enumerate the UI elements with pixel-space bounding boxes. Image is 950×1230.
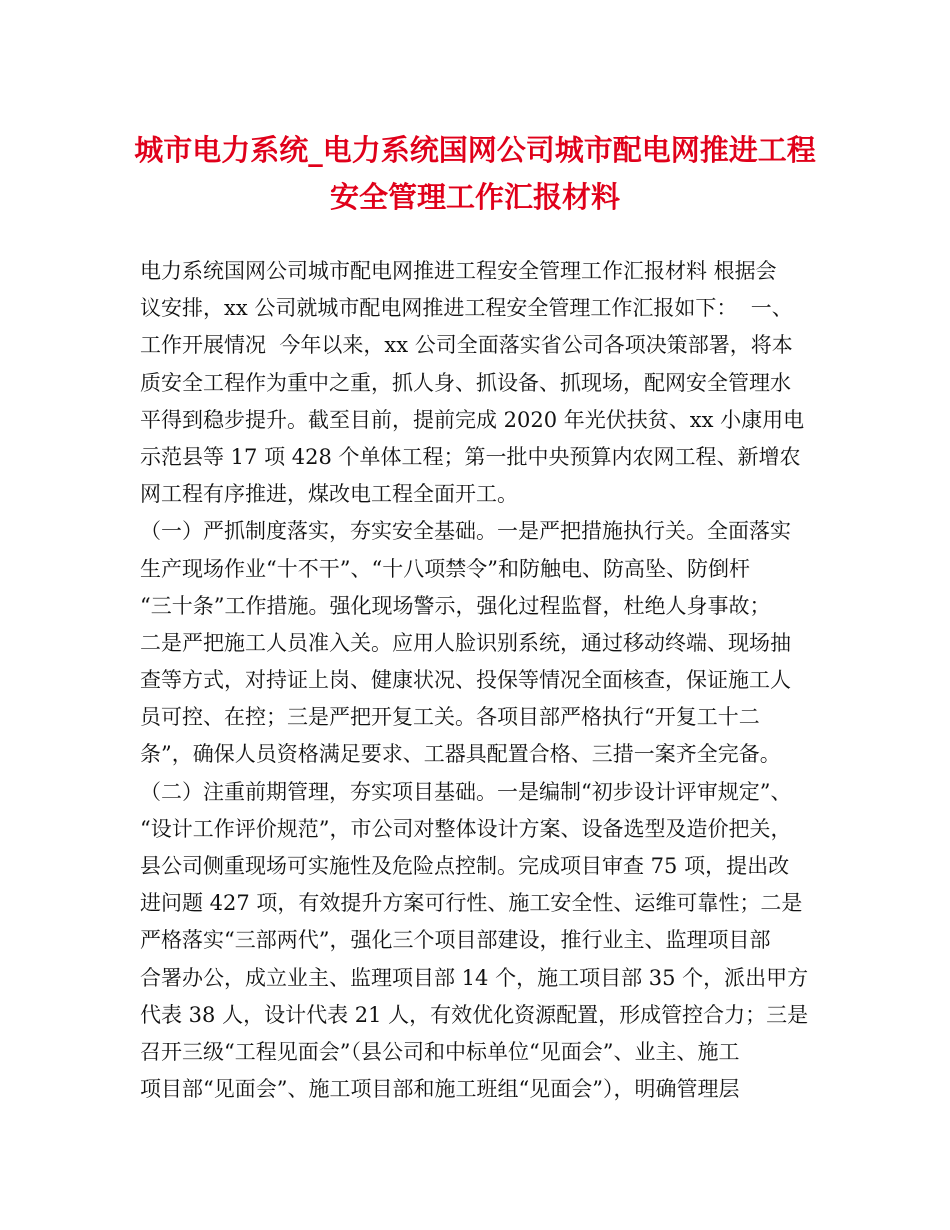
document-body <box>140 253 820 1108</box>
body-text-line: 条”，确保人员资格满足要求、工器具配置合格、三措一案齐全完备。 <box>140 742 781 767</box>
body-text-line: 代表 38 人，设计代表 21 人，有效优化资源配置，形成管控合力；三是 <box>140 1002 809 1027</box>
body-text-line: 严格落实“三部两代”，强化三个项目部建设，推行业主、监理项目部 <box>140 928 771 953</box>
body-text-line: 县公司侧重现场可实施性及危险点控制。完成项目审查 75 项，提出改 <box>140 854 790 878</box>
body-text-line: 项目部“见面会”、施工项目部和施工班组“见面会”），明确管理层 <box>140 1077 740 1102</box>
body-text-line: 员可控、在控；三是严把开复工关。各项目部严格执行“开复工十二 <box>140 705 760 730</box>
body-text-line: （二）注重前期管理，夯实项目基础。一是编制“初步设计评审规定”、 <box>140 779 792 804</box>
body-text-line: 合署办公，成立业主、监理项目部 14 个，施工项目部 35 个，派出甲方 <box>140 965 809 990</box>
body-text-line: 二是严把施工人员准入关。应用人脸识别系统，通过移动终端、现场抽 <box>140 630 791 655</box>
body-text-line: 生产现场作业“十不干”、“十八项禁令”和防触电、防高坠、防倒杆 <box>140 556 750 581</box>
body-text-line: 示范县等 17 项 428 个单体工程；第一批中央预算内农网工程、新增农 <box>140 444 801 469</box>
body-text-line: “三十条”工作措施。强化现场警示，强化过程监督，杜绝人身事故； <box>140 593 771 618</box>
document-title-line-2: 安全管理工作汇报材料 <box>329 180 620 214</box>
body-text-line: “设计工作评价规范”，市公司对整体设计方案、设备选型及造价把关， <box>140 816 792 841</box>
body-text-line: 平得到稳步提升。截至目前，提前完成 2020 年光伏扶贫、xx 小康用电 <box>140 407 805 432</box>
body-text-line: 议安排，xx 公司就城市配电网推进工程安全管理工作汇报如下： 一、 <box>140 296 793 321</box>
body-text-line: 质安全工程作为重中之重，抓人身、抓设备、抓现场，配网安全管理水 <box>140 370 791 395</box>
body-text-line: 召开三级“工程见面会”（县公司和中标单位“见面会”、业主、施工 <box>140 1039 740 1064</box>
document-title-line-1: 城市电力系统_电力系统国网公司城市配电网推进工程 <box>134 133 816 167</box>
body-text-line: 电力系统国网公司城市配电网推进工程安全管理工作汇报材料 根据会 <box>140 259 777 283</box>
body-text-line: 查等方式，对持证上岗、健康状况、投保等情况全面核查，保证施工人 <box>140 668 791 693</box>
body-text-line: 网工程有序推进，煤改电工程全面开工。 <box>140 482 518 507</box>
body-text-line: 进问题 427 项，有效提升方案可行性、施工安全性、运维可靠性；二是 <box>140 891 803 916</box>
body-text-line: 工作开展情况 今年以来，xx 公司全面落实省公司各项决策部署，将本 <box>140 333 793 358</box>
body-text-line: （一）严抓制度落实，夯实安全基础。一是严把措施执行关。全面落实 <box>140 519 791 544</box>
